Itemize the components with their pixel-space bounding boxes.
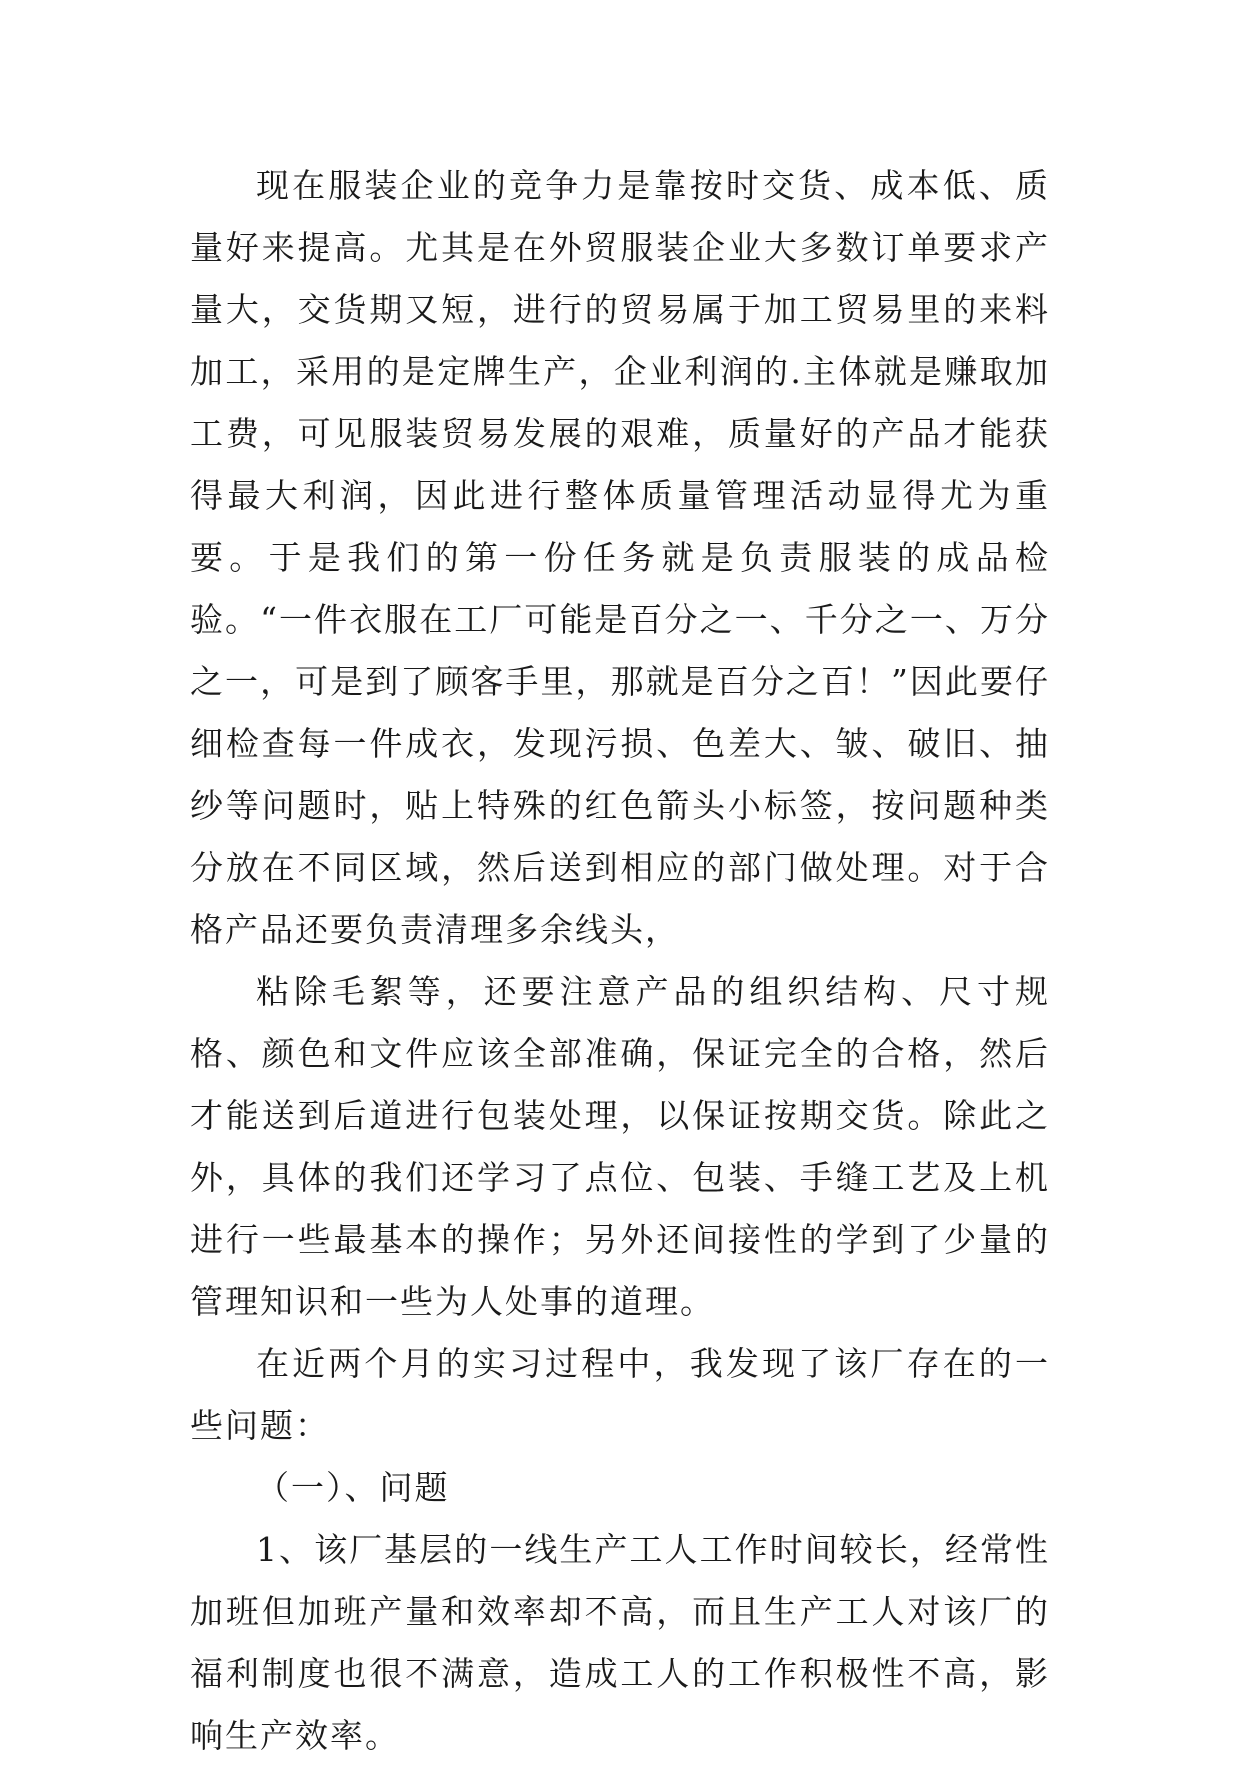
paragraph-problem-1: 1、该厂基层的一线生产工人工作时间较长，经常性加班但加班产量和效率却不高，而且生产工人对该厂的福利制度也很不满意，造成工人的工作积极性不高，影响生产效率。 [190,1530,1050,1755]
paragraph-inspection-continued: 粘除毛絮等，还要注意产品的组织结构、尺寸规格、颜色和文件应该全部准确，保证完全的合格，然后才能送到后道进行包装处理，以保证按期交货。除此之外，具体的我们还学习了点位、包装、手缝工艺及上机进行一些最基本的操作；另外还间接性的学到了少量的管理知识和一些为人处事的道理。 [190,972,1050,1321]
paragraph-problems-intro: 在近两个月的实习过程中，我发现了该厂存在的一些问题： [190,1344,1050,1445]
section-heading-problems: （一）、问题 [256,1468,450,1507]
paragraph-competitiveness: 现在服装企业的竞争力是靠按时交货、成本低、质量好来提高。尤其是在外贸服装企业大多数订单要求产量大，交货期又短，进行的贸易属于加工贸易里的来料加工，采用的是定牌生产，企业利润的.主体就是赚取加工费，可见服装贸易发展的艰难，质量好的产品才能获得最大利润，因此进行整体质量管理活动显得尤为重要。于是我们的第一份任务就是负责服装的成品检验。“一件衣服在工厂可能是百分之一、千分之一、万分之一，可是到了顾客手里，那就是百分之百！”因此要仔细检查每一件成衣，发现污损、色差大、皱、破旧、抽纱等问题时，贴上特殊的红色箭头小标签，按问题种类分放在不同区域，然后送到相应的部门做处理。对于合格产品还要负责清理多余线头， [190,166,1050,949]
document-body [190,155,1050,1767]
